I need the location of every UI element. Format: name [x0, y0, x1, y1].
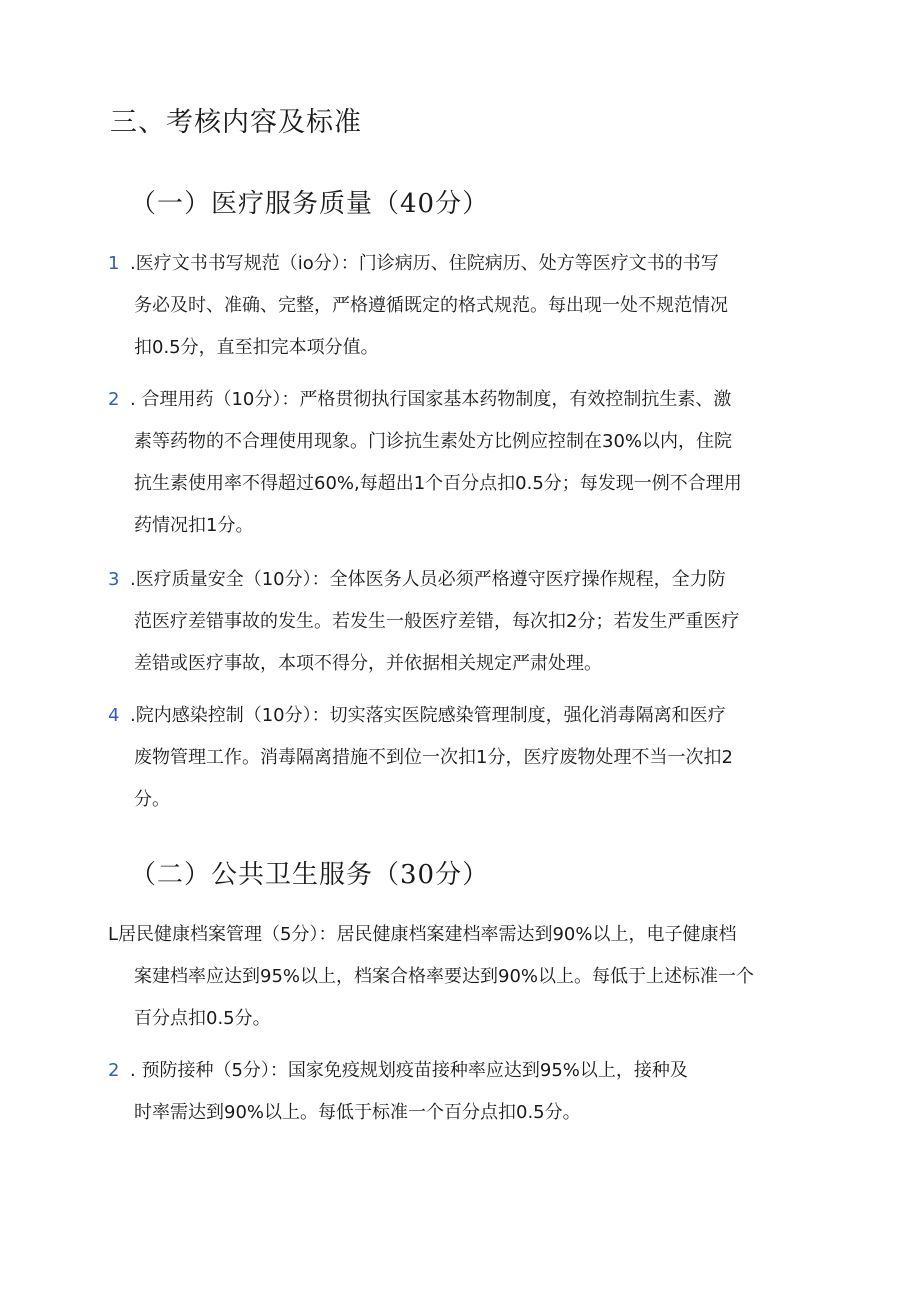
list-item — [108, 243, 813, 369]
item-number: L — [108, 924, 119, 945]
item-number: 2 — [108, 389, 120, 410]
section-title-public-health: （二）公共卫生服务（30分） — [130, 860, 490, 890]
item-text: .医疗文书书写规范（io分）：门诊病历、住院病历、处方等医疗文书的书写 — [130, 253, 719, 274]
item-text: 药情况扣1分。 — [134, 515, 254, 536]
list-item — [108, 914, 813, 1040]
item-text: 抗生素使用率不得超过60%,每超出1个百分点扣0.5分；每发现一例不合理用 — [134, 473, 742, 494]
item-text: 分。 — [134, 789, 170, 810]
list-item — [108, 695, 813, 821]
item-number: 4 — [108, 705, 120, 726]
item-text: 素等药物的不合理使用现象。门诊抗生素处方比例应控制在30%以内，住院 — [134, 431, 733, 452]
item-text: 案建档率应达到95%以上，档案合格率要达到90%以上。每低于上述标准一个 — [134, 966, 755, 987]
page-heading: 三、考核内容及标准 — [110, 107, 362, 138]
item-text: 扣0.5分，直至扣完本项分值。 — [134, 337, 379, 358]
item-number: 1 — [108, 253, 120, 274]
list-item — [108, 559, 813, 685]
list-item — [108, 379, 813, 547]
item-text: 时率需达到90%以上。每低于标准一个百分点扣0.5分。 — [134, 1102, 581, 1123]
item-text: 差错或医疗事故，本项不得分，并依据相关规定严肃处理。 — [134, 653, 602, 674]
item-text: 居民健康档案管理（5分）：居民健康档案建档率需达到90%以上，电子健康档 — [118, 924, 737, 945]
item-text: . 预防接种（5分）：国家免疫规划疫苗接种率应达到95%以上，接种及 — [130, 1060, 688, 1081]
item-number: 3 — [108, 569, 120, 590]
section-title-medical-quality: （一）医疗服务质量（40分） — [130, 189, 490, 219]
item-text: 废物管理工作。消毒隔离措施不到位一次扣1分，医疗废物处理不当一次扣2 — [134, 747, 733, 768]
item-text: 务必及时、准确、完整，严格遵循既定的格式规范。每出现一处不规范情况 — [134, 295, 728, 316]
item-text: .院内感染控制（10分）：切实落实医院感染管理制度，强化消毒隔离和医疗 — [130, 705, 726, 726]
list-item — [108, 1050, 813, 1134]
item-text: .医疗质量安全（10分）：全体医务人员必须严格遵守医疗操作规程，全力防 — [130, 569, 726, 590]
item-text: . 合理用药（10分）：严格贯彻执行国家基本药物制度，有效控制抗生素、激 — [130, 389, 732, 410]
item-text: 百分点扣0.5分。 — [134, 1008, 271, 1029]
item-number: 2 — [108, 1060, 120, 1081]
item-text: 范医疗差错事故的发生。若发生一般医疗差错，每次扣2分；若发生严重医疗 — [134, 611, 740, 632]
